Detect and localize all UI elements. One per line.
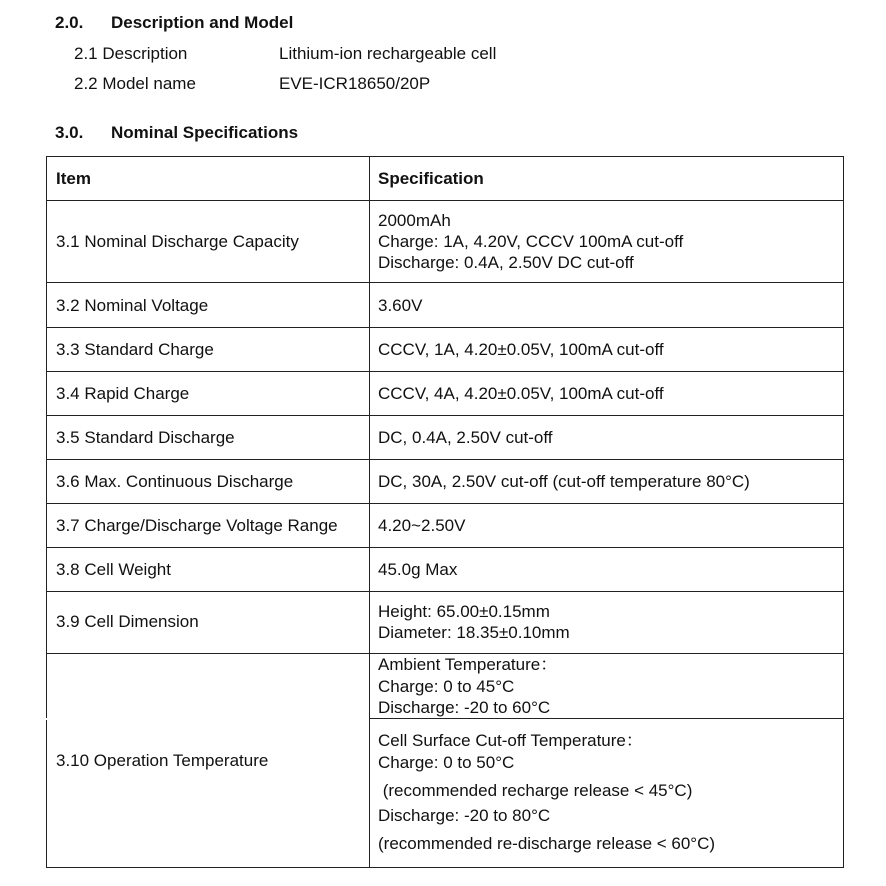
row-spec-line: Charge: 0 to 45°C xyxy=(378,677,515,696)
row-spec-line: Charge: 1A, 4.20V, CCCV 100mA cut-off xyxy=(378,232,684,251)
row-item-label: 3.1 Nominal Discharge Capacity xyxy=(56,232,299,251)
row-item-label: 3.6 Max. Continuous Discharge xyxy=(56,472,294,491)
row-spec-line: Charge: 0 to 50°C xyxy=(378,753,515,772)
model-name-value: EVE-ICR18650/20P xyxy=(279,74,431,93)
row-spec-line: CCCV, 1A, 4.20±0.05V, 100mA cut-off xyxy=(378,340,664,359)
header-specification: Specification xyxy=(378,169,484,188)
row-spec-line: DC, 30A, 2.50V cut-off (cut-off temperature 80°C) xyxy=(378,472,750,491)
row-item-label: 3.4 Rapid Charge xyxy=(56,384,190,403)
table-border-right xyxy=(843,156,844,868)
table-rule xyxy=(46,327,844,328)
section-2-title: Description and Model xyxy=(111,13,294,32)
table-rule xyxy=(46,371,844,372)
row-spec-line: Discharge: 0.4A, 2.50V DC cut-off xyxy=(378,253,634,272)
row-item-label: 3.10 Operation Temperature xyxy=(56,751,269,770)
row-spec-line: Cell Surface Cut-off Temperature： xyxy=(378,731,643,750)
section-3-title: Nominal Specifications xyxy=(111,123,299,142)
row-spec-line: CCCV, 4A, 4.20±0.05V, 100mA cut-off xyxy=(378,384,664,403)
table-rule xyxy=(46,503,844,504)
table-rule xyxy=(46,547,844,548)
section-3-number: 3.0. xyxy=(55,123,84,142)
row-spec-line: DC, 0.4A, 2.50V cut-off xyxy=(378,428,553,447)
table-rule xyxy=(46,591,844,592)
table-rule-inner xyxy=(369,718,844,719)
row-spec-line: 2000mAh xyxy=(378,211,451,230)
table-rule xyxy=(46,282,844,283)
section-2-number: 2.0. xyxy=(55,13,84,32)
row-item-label: 3.7 Charge/Discharge Voltage Range xyxy=(56,516,338,535)
table-rule xyxy=(46,200,844,201)
table-border-left xyxy=(46,720,47,868)
model-name-label: 2.2 Model name xyxy=(74,74,196,93)
row-spec-line: 4.20~2.50V xyxy=(378,516,466,535)
table-rule xyxy=(46,415,844,416)
table-rule xyxy=(46,459,844,460)
row-item-label: 3.9 Cell Dimension xyxy=(56,612,199,631)
description-value: Lithium-ion rechargeable cell xyxy=(279,44,497,63)
row-spec-line: Discharge: -20 to 60°C xyxy=(378,698,551,717)
row-spec-line: Ambient Temperature： xyxy=(378,655,558,674)
row-spec-line: (recommended re-discharge release < 60°C) xyxy=(378,834,716,853)
row-spec-line: (recommended recharge release < 45°C) xyxy=(378,781,693,800)
row-spec-line: 45.0g Max xyxy=(378,560,458,579)
table-border-top xyxy=(46,156,844,157)
row-item-label: 3.8 Cell Weight xyxy=(56,560,171,579)
table-column-divider xyxy=(369,156,370,868)
row-item-label: 3.3 Standard Charge xyxy=(56,340,214,359)
header-item: Item xyxy=(56,169,91,188)
row-spec-line: 3.60V xyxy=(378,296,423,315)
row-spec-line: Discharge: -20 to 80°C xyxy=(378,806,551,825)
table-border-bottom xyxy=(46,867,844,868)
row-spec-line: Diameter: 18.35±0.10mm xyxy=(378,623,570,642)
table-border-left xyxy=(46,156,47,718)
row-item-label: 3.2 Nominal Voltage xyxy=(56,296,209,315)
description-label: 2.1 Description xyxy=(74,44,188,63)
row-item-label: 3.5 Standard Discharge xyxy=(56,428,235,447)
row-spec-line: Height: 65.00±0.15mm xyxy=(378,602,550,621)
